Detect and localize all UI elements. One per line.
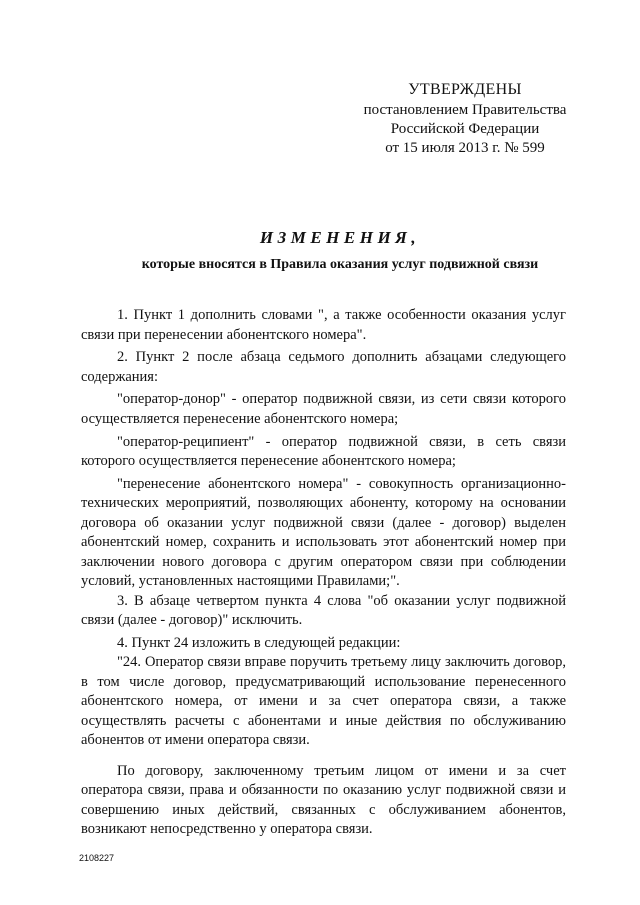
approval-line-2: Российской Федерации xyxy=(390,121,540,137)
approval-block xyxy=(330,80,600,158)
paragraph-item-2: 2. Пункт 2 после абзаца седьмого дополнить абзацами следующего содержания: xyxy=(81,349,566,385)
approval-line-1: постановлением Правительства xyxy=(363,102,567,118)
paragraph-definition-recipient: "оператор-реципиент" - оператор подвижной связи, в сеть связи которого осуществляется перенесение абонентского номера; xyxy=(81,433,566,470)
paragraph-definition-donor: "оператор-донор" - оператор подвижной связи, из сети связи которого осуществляется перенесение абонентского номера; xyxy=(81,391,566,427)
approval-line-3: от 15 июля 2013 г. № 599 xyxy=(385,140,545,156)
document-subtitle: которые вносятся в Правила оказания услуг подвижной связи xyxy=(141,257,539,272)
approval-heading: УТВЕРЖДЕНЫ xyxy=(408,81,522,98)
paragraph-item-3: 3. В абзаце четвертом пункта 4 слова "об оказании услуг подвижной связи (далее - договор)" исключить. xyxy=(81,592,566,629)
paragraph-item-24: "24. Оператор связи вправе поручить третьему лицу заключить договор, в том числе договор, предусматривающий использование перенесенного абонентского номера, от имени и за счет оператора связи, а также осуществлять расчеты с абонентами и иные действия по обслуживанию абонентов от имени оператора связи. xyxy=(81,654,566,749)
footer-document-code: 2108227 xyxy=(79,853,115,863)
paragraph-item-1: 1. Пункт 1 дополнить словами ", а также особенности оказания услуг связи при перенесении абонентского номера". xyxy=(81,307,566,343)
paragraph-third-party-contract: По договору, заключенному третьим лицом от имени и за счет оператора связи, права и обязанности по оказанию услуг подвижной связи и совершению иных действий, связанных с обслуживанием абонентов, возникают непосредственно у оператора связи. xyxy=(81,762,566,838)
paragraph-item-4: 4. Пункт 24 изложить в следующей редакции: xyxy=(117,634,401,651)
paragraph-definition-porting: "перенесение абонентского номера" - совокупность организационно-технических мероприятий, позволяющих абоненту, которому на основании договора об оказании услуг подвижной связи (далее - договор) выделен абонентский номер, сохранить и использовать этот абонентский номер при заключении нового договора с другим оператором связи при соблюдении условий, установленных настоящими Правилами;". xyxy=(81,475,566,590)
document-body xyxy=(81,306,566,843)
document-title: ИЗМЕНЕНИЯ, xyxy=(259,228,421,247)
